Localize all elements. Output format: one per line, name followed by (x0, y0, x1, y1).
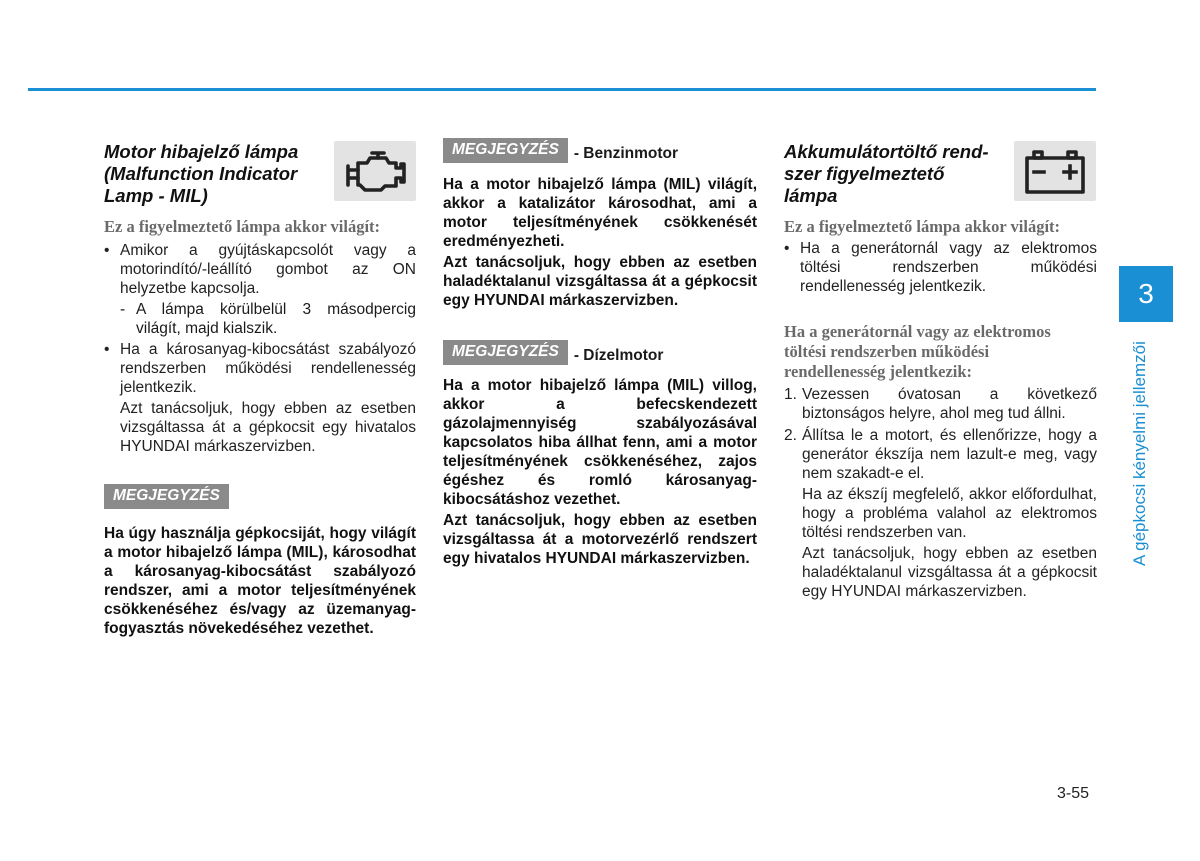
list-item: 2. Állítsa le a motort, és ellenőrizze, hogy a generátor ékszíja nem lazult-e meg, vagy nem szakadt-e el. (784, 427, 1097, 482)
note-head-diesel (443, 340, 757, 365)
page-number: 3-55 (1057, 785, 1090, 802)
dash-item: - A lámpa körülbelül 3 másodpercig világít, majd kialszik. (120, 301, 416, 337)
top-rule (28, 88, 1096, 91)
section-heading-mil: Motor hibajelző lámpa (Malfunction Indicator Lamp - MIL) (104, 141, 299, 206)
chapter-tab: 3 (1119, 266, 1173, 322)
column-left (104, 138, 416, 638)
note-text: Ha a motor hibajelző lámpa (MIL) világít, akkor a katalizátor károsodhat, ami a motor teljesítményének csökkenését eredményezheti. (443, 176, 757, 250)
chapter-side-label: A gépkocsi kényelmi jellemzői (1130, 341, 1149, 566)
step-detail: Ha az ékszíj megfelelő, akkor előfordulhat, hogy a probléma valahol az elektromos töltési rendszerben van. (802, 486, 1097, 541)
note-title-diesel: - Dízelmotor (573, 347, 664, 364)
sub-heading: Ez a figyelmeztető lámpa akkor világít: (104, 217, 381, 236)
note-text: Azt tanácsoljuk, hogy ebben az esetben haladéktalanul vizsgáltassa át a gépkocsit egy HYUNDAI márkaszervizben. (443, 254, 757, 309)
list-item: 1. Vezessen óvatosan a következő biztonságos helyre, ahol meg tud állni. (784, 386, 1097, 422)
column-middle (443, 138, 757, 568)
advice-text: Azt tanácsoljuk, hogy ebben az esetben vizsgáltassa át a gépkocsit egy hivatalos HYUNDAI márkaszervizben. (120, 400, 416, 455)
note-box (104, 484, 416, 509)
condition-list (784, 239, 1097, 296)
note-head-petrol (443, 138, 757, 163)
engine-check-icon (334, 141, 416, 201)
sub-heading-2: Ha a generátornál vagy az elektromos töltési rendszerben működési rendellenesség jelentkezik: (784, 322, 1051, 381)
condition-list (104, 241, 416, 298)
column-right (784, 138, 1097, 601)
steps-list (784, 385, 1097, 483)
list-item: • Amikor a gyújtáskapcsolót vagy a motorindító/-leállító gombot az ON helyzetbe kapcsolja. (104, 241, 416, 298)
step-detail: Azt tanácsoljuk, hogy ebben az esetben haladéktalanul vizsgáltassa át a gépkocsit egy HYUNDAI márkaszervizben. (802, 545, 1097, 600)
list-item: • Ha a generátornál vagy az elektromos töltési rendszerben működési rendellenesség jelentkezik. (784, 239, 1097, 296)
list-item: • Ha a károsanyag-kibocsátást szabályozó rendszerben működési rendellenesség jelentkezik. (104, 340, 416, 397)
note-title-petrol: - Benzinmotor (573, 145, 678, 162)
note-tag: MEGJEGYZÉS (443, 138, 568, 163)
battery-icon (1014, 141, 1096, 201)
note-text: Ha úgy használja gépkocsiját, hogy világít a motor hibajelző lámpa (MIL), károsodhat a károsanyag-kibocsátást szabályozó rendszer, ami a motor teljesítményének csökkenéséhez és/vagy az üzemanyag-fogyasztás növekedéséhez vezethet. (104, 525, 416, 637)
note-tag: MEGJEGYZÉS (443, 340, 568, 365)
note-text: Azt tanácsoljuk, hogy ebben az esetben vizsgáltassa át a motorvezérlő rendszert egy hivatalos HYUNDAI márkaszervizben. (443, 512, 757, 567)
note-text: Ha a motor hibajelző lámpa (MIL) villog, akkor a befecskendezett gázolajmennyiség szabályozásával kapcsolatos hiba állhat fenn, ami a motor teljesítményének csökkenéséhez, zajos égéshez és romló károsanyag-kibocsátáshoz vezethet. (443, 377, 757, 508)
condition-list-2 (104, 340, 416, 397)
note-tag: MEGJEGYZÉS (104, 484, 229, 509)
section-heading-charging: Akkumulátortöltő rend- szer figyelmeztető lámpa (784, 141, 989, 206)
sub-heading: Ez a figyelmeztető lámpa akkor világít: (784, 217, 1061, 236)
